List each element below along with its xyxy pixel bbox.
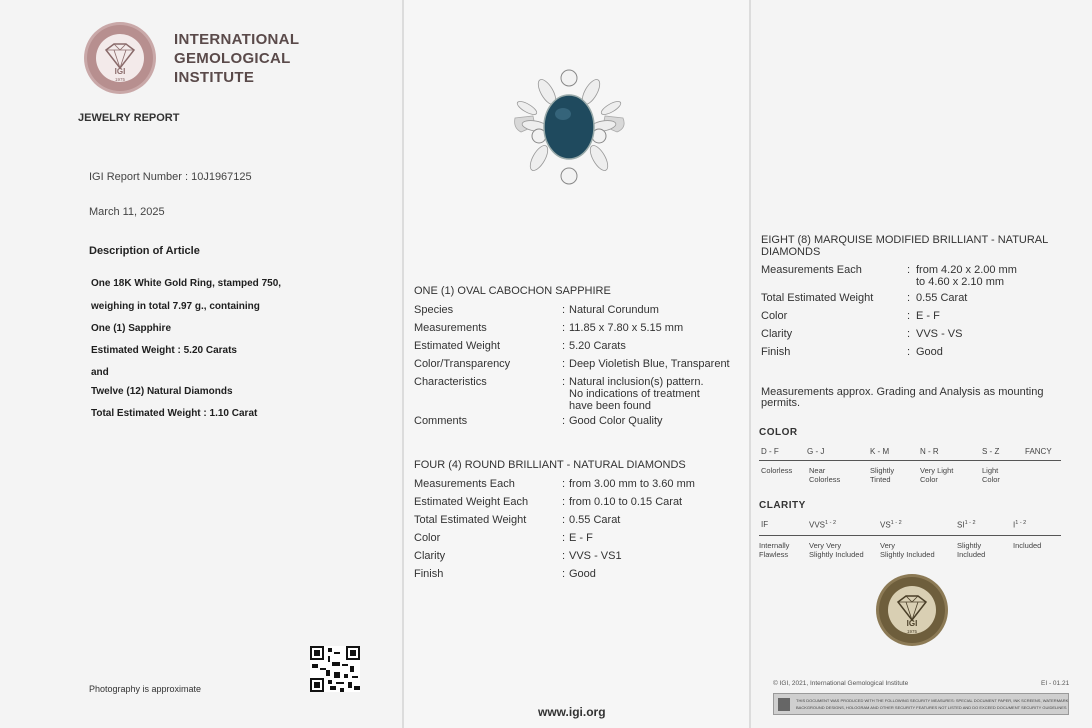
- color-caption: Very Light Color: [920, 466, 954, 484]
- security-banner: [773, 693, 1069, 715]
- description-line: Total Estimated Weight : 1.10 Carat: [91, 408, 258, 419]
- row-label: Clarity: [414, 550, 446, 562]
- row-label: Measurements Each: [414, 478, 515, 490]
- row-label: Measurements: [414, 322, 487, 334]
- marquise-heading-line1: EIGHT (8) MARQUISE MODIFIED BRILLIANT - NATURAL: [761, 234, 1049, 246]
- security-text-line1: THIS DOCUMENT WAS PRODUCED WITH THE FOLLOWING SECURITY MEASURES: SPECIAL DOCUMENT PAPER, INK SCREENS, WATERMARK: [796, 698, 1069, 703]
- color-caption: Colorless: [761, 466, 793, 475]
- row-label: Color: [761, 310, 788, 322]
- description-line: weighing in total 7.97 g., containing: [91, 301, 260, 312]
- clarity-grade: IF: [761, 520, 769, 529]
- measurements-note-line2: permits.: [761, 397, 801, 409]
- security-text-line2: BACKGROUND DESIGNS, HOLOGRAM AND OTHER SECURITY FEATURES NOT LISTED AND DO EXCEED DOCUMENT SECURITY GUIDELINES: [796, 705, 1067, 710]
- row-label: Finish: [761, 346, 791, 358]
- row-value-line2: No indications of treatment: [569, 388, 700, 400]
- igi-gold-seal: [870, 572, 954, 648]
- clarity-grade: VS$^{1 - 2}$: [880, 520, 902, 530]
- svg-text:IGI: IGI: [906, 619, 918, 628]
- round-diamonds-heading: FOUR (4) ROUND BRILLIANT - NATURAL DIAMONDS: [414, 459, 686, 471]
- org-name-line2: GEMOLOGICAL: [174, 50, 291, 67]
- row-value: VVS - VS: [916, 328, 963, 340]
- row-label: Color: [414, 532, 441, 544]
- igi-seal-logo: [78, 20, 162, 96]
- center-stone-heading: ONE (1) OVAL CABOCHON SAPPHIRE: [414, 285, 611, 297]
- row-value: 11.85 x 7.80 x 5.15 mm: [569, 322, 684, 334]
- clarity-grade: $I^{1 - 2}$: [1013, 520, 1027, 530]
- clarity-caption: Included: [1013, 541, 1042, 550]
- description-line: One (1) Sapphire: [91, 323, 172, 334]
- row-value: 0.55 Carat: [916, 292, 968, 304]
- ring-photo: [509, 66, 629, 192]
- row-value-line3: have been found: [569, 400, 651, 412]
- clarity-caption: Slightly Included: [957, 541, 986, 559]
- color-grade: N - R: [920, 447, 939, 456]
- svg-text:1975: 1975: [906, 629, 918, 634]
- description-line: Estimated Weight : 5.20 Carats: [91, 345, 237, 356]
- clarity-grade: VVS$^{1 - 2}$: [809, 520, 837, 530]
- svg-text:1975: 1975: [114, 77, 126, 82]
- row-label: Measurements Each: [761, 264, 862, 276]
- middle-panel: ONE (1) OVAL CABOCHON SAPPHIRE Species : Natural Corundum Measurements : 11.85 x 7.80 x 5.15 mm Estimated Weight : 5.20 Carats Color/Transparency : Deep Violetish Blue, Transparent Characteristics : Natural inclusion(s) pattern. No indications of treatment have been found Comments : Good Color Quality FOUR (4) ROUND BRILLIANT - NATURAL DIAMONDS Measurements Each : from 3.00 mm to 3.60 mm Estimated Weight Each : from 0.10 to 0.15 Carat Total Estimated Weight : 0.55 Carat Color : E - F Clarity : VVS - VS1 Finish : Good www.igi.org: [404, 0, 749, 728]
- report-date: March 11, 2025: [89, 206, 165, 218]
- clarity-caption: Internally Flawless: [759, 541, 790, 559]
- row-value: Deep Violetish Blue, Transparent: [569, 358, 730, 370]
- color-grade: FANCY: [1025, 447, 1052, 456]
- row-value: from 4.20 x 2.00 mm: [916, 264, 1017, 276]
- description-line: Twelve (12) Natural Diamonds: [91, 386, 233, 397]
- row-value: Good: [569, 568, 596, 580]
- description-line: One 18K White Gold Ring, stamped 750,: [91, 278, 282, 289]
- row-label: Species: [414, 304, 454, 316]
- color-grade: G - J: [807, 447, 825, 456]
- row-value: Natural inclusion(s) pattern.: [569, 376, 704, 388]
- photo-note: Photography is approximate: [89, 684, 202, 694]
- color-grade: S - Z: [982, 447, 1000, 456]
- color-scale-title: COLOR: [759, 427, 798, 438]
- marquise-heading-line2: DIAMONDS: [761, 246, 821, 258]
- row-label: Estimated Weight: [414, 340, 501, 352]
- row-value: from 3.00 mm to 3.60 mm: [569, 478, 695, 490]
- color-caption: Slightly Tinted: [870, 466, 895, 484]
- lock-icon: [778, 698, 790, 711]
- row-label: Total Estimated Weight: [414, 514, 527, 526]
- copyright: © IGI, 2021, International Gemological Institute: [773, 680, 909, 687]
- clarity-grade: SI$^{1 - 2}$: [957, 520, 976, 530]
- row-label: Characteristics: [414, 376, 487, 388]
- clarity-caption: Very Slightly Included: [880, 541, 935, 559]
- row-value: E - F: [916, 310, 940, 322]
- row-label: Total Estimated Weight: [761, 292, 874, 304]
- row-label: Comments: [414, 415, 468, 427]
- row-label: Estimated Weight Each: [414, 496, 529, 508]
- row-label: Finish: [414, 568, 444, 580]
- clarity-caption: Very Very Slightly Included: [809, 541, 864, 559]
- org-name-line1: INTERNATIONAL: [174, 31, 300, 48]
- org-name-line3: INSTITUTE: [174, 69, 255, 86]
- color-grade: K - M: [870, 447, 890, 456]
- website-link[interactable]: www.igi.org: [538, 705, 606, 719]
- color-grade: D - F: [761, 447, 779, 456]
- clarity-scale-line: [759, 535, 1061, 536]
- right-panel: EIGHT (8) MARQUISE MODIFIED BRILLIANT - NATURAL DIAMONDS Measurements Each : from 4.20 x 2.00 mm to 4.60 x 2.10 mm Total Estimated Weight : 0.55 Carat Color : E - F Clarity : VVS - VS Finish : Good Measurements approx. Grading and Analysis as mounting permits. COLOR D - F G - J K - M N - R S - Z FANCY Colorless Near Colorless Slightly Tinted Very Light Color Light Color CLARITY IF VVS$^{1 - 2}$ VS$^{1 - 2}$ SI$^{1 - 2}$ $I^{1 - 2}$ Internally Flawless Very Very Slightly Included Very Slightly Included Slightly Included Included IGI 1975 © IGI, 2021, International Gemological Institute EI - 01.21 THIS DOCUMENT WAS PRODUCED WITH THE FOLLOWING SECURITY MEASURES: SPECIAL DOCUMENT PAPER, INK SCREENS, WATERMARK BACKGROUND DESIGNS, HOLOGRAM AND OTHER SECURITY FEATURES NOT LISTED AND DO EXCEED DOCUMENT SECURITY GUIDELINES: [751, 0, 1092, 728]
- measurements-note-line1: Measurements approx. Grading and Analysis as mounting: [761, 386, 1044, 398]
- row-value: Good: [916, 346, 943, 358]
- color-caption: Light Color: [982, 466, 1000, 484]
- report-type: JEWELRY REPORT: [78, 112, 180, 124]
- left-panel: [0, 0, 402, 728]
- qr-code: [310, 646, 360, 692]
- row-value: VVS - VS1: [569, 550, 622, 562]
- svg-text:IGI: IGI: [114, 67, 126, 76]
- description-heading: Description of Article: [89, 245, 200, 257]
- row-label: Color/Transparency: [414, 358, 511, 370]
- clarity-scale-title: CLARITY: [759, 500, 806, 511]
- color-scale-line: [759, 460, 1061, 461]
- row-label: Clarity: [761, 328, 793, 340]
- description-line: and: [91, 367, 109, 378]
- row-value: Good Color Quality: [569, 415, 663, 427]
- row-value: from 0.10 to 0.15 Carat: [569, 496, 683, 508]
- form-code: EI - 01.21: [1041, 680, 1070, 687]
- row-value: 0.55 Carat: [569, 514, 621, 526]
- row-value: E - F: [569, 532, 593, 544]
- report-number: IGI Report Number : 10J1967125: [89, 171, 252, 183]
- row-value: Natural Corundum: [569, 304, 659, 316]
- color-caption: Near Colorless: [809, 466, 841, 484]
- row-value-line2: to 4.60 x 2.10 mm: [916, 276, 1005, 288]
- row-value: 5.20 Carats: [569, 340, 626, 352]
